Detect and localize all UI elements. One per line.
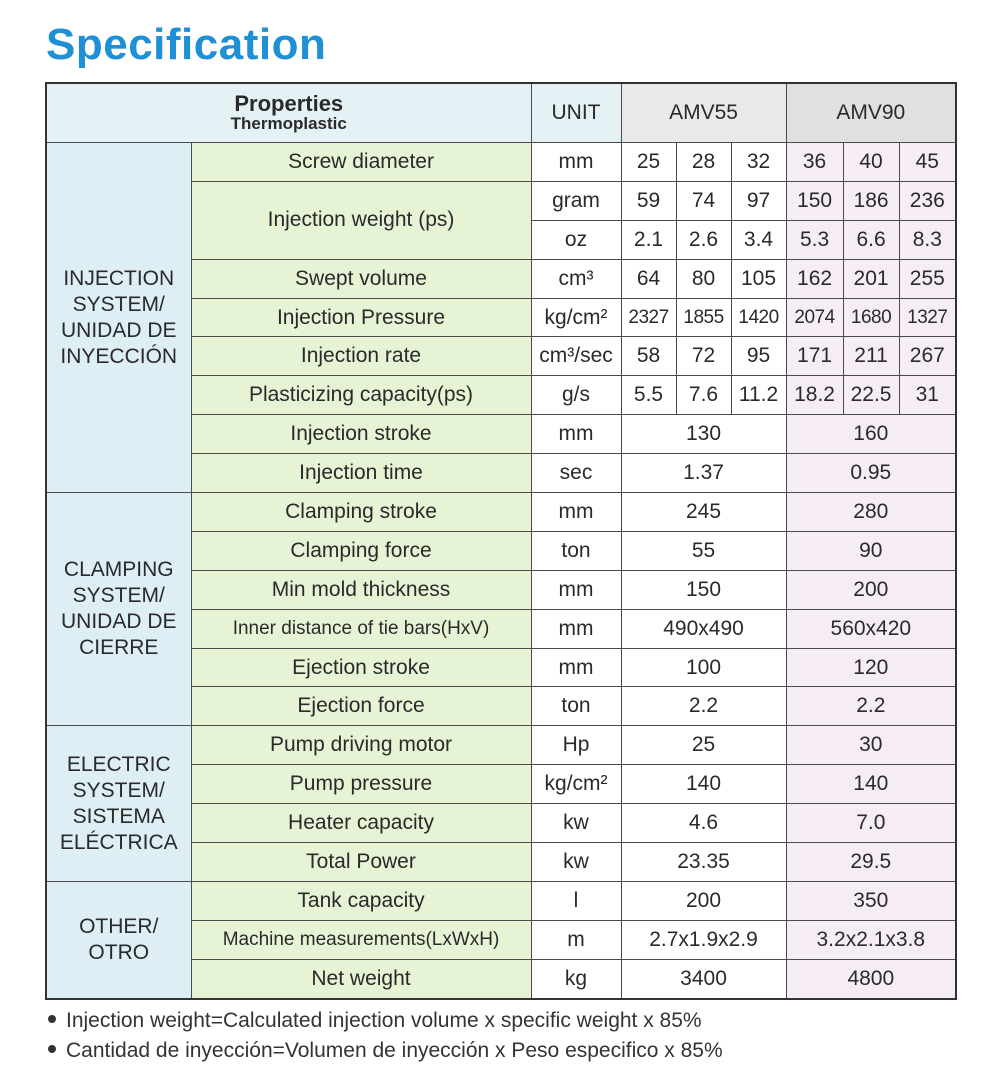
amv55-value: 490x490 [621, 609, 786, 648]
group-line: UNIDAD DE [60, 610, 177, 634]
amv55-value: 97 [731, 181, 786, 220]
property-label: Injection weight (ps) [191, 181, 531, 259]
thermoplastic-subtitle: Thermoplastic [230, 114, 347, 133]
unit-cell: sec [531, 454, 621, 493]
amv90-value: 560x420 [786, 609, 956, 648]
amv90-value: 201 [843, 259, 899, 298]
property-label: Pump driving motor [191, 726, 531, 765]
amv90-value: 90 [786, 531, 956, 570]
group-line: SISTEMA [72, 804, 165, 828]
amv55-value: 100 [621, 648, 786, 687]
amv55-value: 80 [676, 259, 731, 298]
group-clamping-system [46, 493, 191, 726]
group-line: OTRO [88, 940, 150, 964]
model-amv90-header: AMV90 [786, 83, 956, 143]
property-label: Screw diameter [191, 143, 531, 182]
unit-cell: ton [531, 687, 621, 726]
property-label: Total Power [191, 843, 531, 882]
amv90-value: 22.5 [843, 376, 899, 415]
property-label: Heater capacity [191, 804, 531, 843]
unit-cell: mm [531, 143, 621, 182]
amv55-value: 28 [676, 143, 731, 182]
amv55-value: 245 [621, 493, 786, 532]
property-label: Machine measurements(LxWxH) [191, 920, 531, 959]
amv55-value: 7.6 [676, 376, 731, 415]
group-injection-system [46, 143, 191, 493]
property-label: Injection stroke [191, 415, 531, 454]
specification-table [45, 82, 957, 1000]
amv90-value: 45 [899, 143, 956, 182]
group-line: ELÉCTRICA [59, 830, 178, 854]
amv55-value: 3.4 [731, 220, 786, 259]
amv90-value: 162 [786, 259, 843, 298]
amv90-value: 4800 [786, 959, 956, 998]
amv55-value: 2.2 [621, 687, 786, 726]
amv55-value: 2.7x1.9x2.9 [621, 920, 786, 959]
unit-cell: mm [531, 570, 621, 609]
amv55-value: 25 [621, 143, 676, 182]
footnote-text: Cantidad de inyección=Volumen de inyección x Peso especifico x 85% [66, 1039, 723, 1062]
amv55-value: 25 [621, 726, 786, 765]
unit-header: UNIT [531, 83, 621, 143]
property-label: Tank capacity [191, 881, 531, 920]
group-line: UNIDAD DE [60, 318, 177, 342]
amv90-value: 5.3 [786, 220, 843, 259]
amv90-value: 30 [786, 726, 956, 765]
table-row [46, 881, 956, 920]
unit-cell: Hp [531, 726, 621, 765]
amv55-value: 64 [621, 259, 676, 298]
amv90-value: 2.2 [786, 687, 956, 726]
amv55-value: 4.6 [621, 804, 786, 843]
bullet-icon [48, 1015, 56, 1023]
amv90-value: 0.95 [786, 454, 956, 493]
amv90-value: 40 [843, 143, 899, 182]
amv90-value: 1327 [899, 298, 956, 337]
property-label: Injection rate [191, 337, 531, 376]
table-row [46, 493, 956, 532]
amv55-value: 95 [731, 337, 786, 376]
property-label: Ejection stroke [191, 648, 531, 687]
unit-cell: kw [531, 843, 621, 882]
group-line: INJECTION [63, 266, 175, 290]
amv55-value: 72 [676, 337, 731, 376]
amv55-value: 2327 [621, 298, 676, 337]
amv55-value: 130 [621, 415, 786, 454]
property-label: Plasticizing capacity(ps) [191, 376, 531, 415]
amv55-value: 11.2 [731, 376, 786, 415]
group-line: SYSTEM/ [72, 292, 165, 316]
property-label: Net weight [191, 959, 531, 998]
property-label: Swept volume [191, 259, 531, 298]
amv55-value: 1420 [731, 298, 786, 337]
table-row [46, 726, 956, 765]
group-electric-system [46, 726, 191, 882]
amv55-value: 200 [621, 881, 786, 920]
amv55-value: 2.6 [676, 220, 731, 259]
properties-title: Properties [234, 91, 344, 116]
amv90-value: 350 [786, 881, 956, 920]
amv55-value: 105 [731, 259, 786, 298]
unit-cell: cm³/sec [531, 337, 621, 376]
unit-cell: m [531, 920, 621, 959]
amv90-value: 160 [786, 415, 956, 454]
page-title: Specification [46, 20, 327, 69]
amv90-value: 8.3 [899, 220, 956, 259]
property-label: Clamping stroke [191, 493, 531, 532]
amv90-value: 236 [899, 181, 956, 220]
property-label: Ejection force [191, 687, 531, 726]
amv90-value: 31 [899, 376, 956, 415]
amv55-value: 150 [621, 570, 786, 609]
footnote-item [48, 1036, 723, 1066]
amv90-value: 3.2x2.1x3.8 [786, 920, 956, 959]
amv90-value: 6.6 [843, 220, 899, 259]
property-label: Injection time [191, 454, 531, 493]
unit-cell: kg [531, 959, 621, 998]
bullet-icon [48, 1045, 56, 1053]
amv90-value: 150 [786, 181, 843, 220]
amv55-value: 58 [621, 337, 676, 376]
unit-cell: l [531, 881, 621, 920]
amv90-value: 2074 [786, 298, 843, 337]
unit-cell: kg/cm² [531, 765, 621, 804]
group-line: CLAMPING [63, 558, 174, 582]
property-label: Injection Pressure [191, 298, 531, 337]
properties-header [46, 83, 531, 143]
amv55-value: 140 [621, 765, 786, 804]
unit-cell: mm [531, 415, 621, 454]
property-label: Clamping force [191, 531, 531, 570]
amv90-value: 120 [786, 648, 956, 687]
unit-cell: kg/cm² [531, 298, 621, 337]
amv90-value: 36 [786, 143, 843, 182]
unit-cell: oz [531, 220, 621, 259]
unit-cell: ton [531, 531, 621, 570]
unit-cell: kw [531, 804, 621, 843]
amv55-value: 55 [621, 531, 786, 570]
amv55-value: 59 [621, 181, 676, 220]
amv90-value: 255 [899, 259, 956, 298]
footnote-text: Injection weight=Calculated injection volume x specific weight x 85% [66, 1009, 702, 1032]
group-line: SYSTEM/ [72, 778, 165, 802]
table-row [46, 143, 956, 182]
header-row [46, 83, 956, 143]
group-line: OTHER/ [79, 914, 159, 938]
group-other [46, 881, 191, 998]
amv90-value: 186 [843, 181, 899, 220]
property-label: Min mold thickness [191, 570, 531, 609]
group-line: CIERRE [79, 636, 159, 660]
amv55-value: 1.37 [621, 454, 786, 493]
amv90-value: 211 [843, 337, 899, 376]
amv55-value: 1855 [676, 298, 731, 337]
amv55-value: 2.1 [621, 220, 676, 259]
amv90-value: 18.2 [786, 376, 843, 415]
amv55-value: 74 [676, 181, 731, 220]
footnotes [48, 1006, 723, 1066]
unit-cell: gram [531, 181, 621, 220]
amv90-value: 1680 [843, 298, 899, 337]
unit-cell: g/s [531, 376, 621, 415]
group-line: ELECTRIC [66, 752, 171, 776]
unit-cell: cm³ [531, 259, 621, 298]
unit-cell: mm [531, 648, 621, 687]
unit-cell: mm [531, 493, 621, 532]
property-label: Pump pressure [191, 765, 531, 804]
property-label: Inner distance of tie bars(HxV) [191, 609, 531, 648]
unit-cell: mm [531, 609, 621, 648]
amv90-value: 7.0 [786, 804, 956, 843]
model-amv55-header: AMV55 [621, 83, 786, 143]
amv90-value: 140 [786, 765, 956, 804]
group-line: SYSTEM/ [72, 584, 165, 608]
footnote-item [48, 1006, 723, 1036]
amv55-value: 3400 [621, 959, 786, 998]
group-line: INYECCIÓN [60, 344, 178, 368]
amv55-value: 32 [731, 143, 786, 182]
amv90-value: 200 [786, 570, 956, 609]
amv90-value: 171 [786, 337, 843, 376]
amv90-value: 29.5 [786, 843, 956, 882]
amv90-value: 267 [899, 337, 956, 376]
amv55-value: 23.35 [621, 843, 786, 882]
amv90-value: 280 [786, 493, 956, 532]
amv55-value: 5.5 [621, 376, 676, 415]
